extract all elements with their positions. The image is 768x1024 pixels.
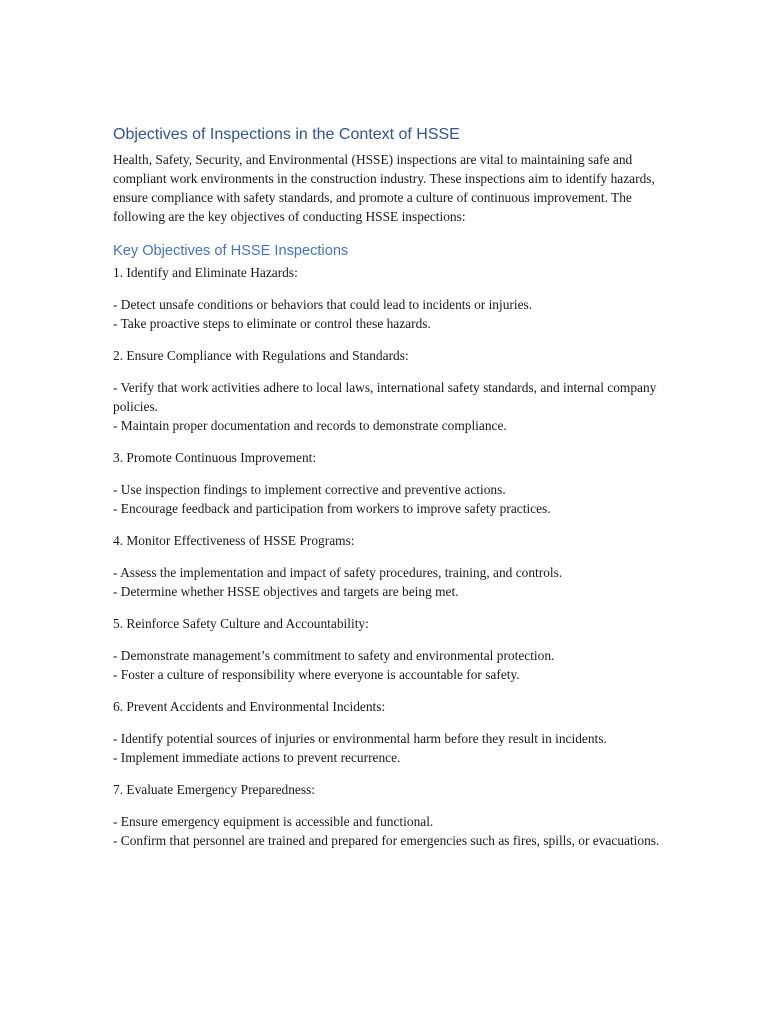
intro-paragraph: Health, Safety, Security, and Environmental (HSSE) inspections are vital to maintaining safe and compliant work environments in the construction industry. These inspections aim to identify hazards, ensure compliance with safety standards, and promote a culture of continuous improvement. The following are the key objectives of conducting HSSE inspections: — [113, 152, 655, 224]
section-subtitle: Key Objectives of HSSE Inspections — [113, 243, 349, 259]
objective-title: 4. Monitor Effectiveness of HSSE Programs: — [113, 533, 355, 548]
objective-bullets — [113, 646, 673, 684]
objective-4 — [113, 531, 673, 601]
bullet-item: - Use inspection findings to implement corrective and preventive actions. — [113, 482, 506, 497]
document-content — [113, 125, 673, 863]
objective-title: 5. Reinforce Safety Culture and Accountability: — [113, 616, 369, 631]
objective-bullets — [113, 729, 673, 767]
bullet-item: - Confirm that personnel are trained and prepared for emergencies such as fires, spills, or evacuations. — [113, 833, 660, 848]
bullet-item: - Verify that work activities adhere to local laws, international safety standards, and internal company policies. — [113, 380, 657, 414]
document-title: Objectives of Inspections in the Context of HSSE — [113, 126, 460, 143]
objective-title: 6. Prevent Accidents and Environmental Incidents: — [113, 699, 386, 714]
bullet-item: - Detect unsafe conditions or behaviors that could lead to incidents or injuries. — [113, 297, 533, 312]
bullet-item: - Determine whether HSSE objectives and targets are being met. — [113, 584, 459, 599]
objective-title: 7. Evaluate Emergency Preparedness: — [113, 782, 316, 797]
objective-1 — [113, 263, 673, 333]
objective-bullets — [113, 480, 673, 518]
bullet-item: - Foster a culture of responsibility where everyone is accountable for safety. — [113, 667, 520, 682]
bullet-item: - Maintain proper documentation and records to demonstrate compliance. — [113, 418, 507, 433]
objective-5 — [113, 614, 673, 684]
bullet-item: - Take proactive steps to eliminate or control these hazards. — [113, 316, 431, 331]
bullet-item: - Demonstrate management’s commitment to safety and environmental protection. — [113, 648, 555, 663]
objective-title: 1. Identify and Eliminate Hazards: — [113, 265, 298, 280]
objective-bullets — [113, 295, 673, 333]
objective-7 — [113, 780, 673, 850]
objective-6 — [113, 697, 673, 767]
objective-2 — [113, 346, 673, 435]
bullet-item: - Assess the implementation and impact of safety procedures, training, and controls. — [113, 565, 563, 580]
bullet-item: - Ensure emergency equipment is accessible and functional. — [113, 814, 434, 829]
bullet-item: - Encourage feedback and participation from workers to improve safety practices. — [113, 501, 551, 516]
objective-bullets — [113, 563, 673, 601]
objective-title: 3. Promote Continuous Improvement: — [113, 450, 317, 465]
bullet-item: - Implement immediate actions to prevent recurrence. — [113, 750, 401, 765]
objective-title: 2. Ensure Compliance with Regulations and Standards: — [113, 348, 409, 363]
objective-3 — [113, 448, 673, 518]
bullet-item: - Identify potential sources of injuries or environmental harm before they result in incidents. — [113, 731, 607, 746]
objective-bullets — [113, 378, 673, 435]
objective-bullets — [113, 812, 673, 850]
